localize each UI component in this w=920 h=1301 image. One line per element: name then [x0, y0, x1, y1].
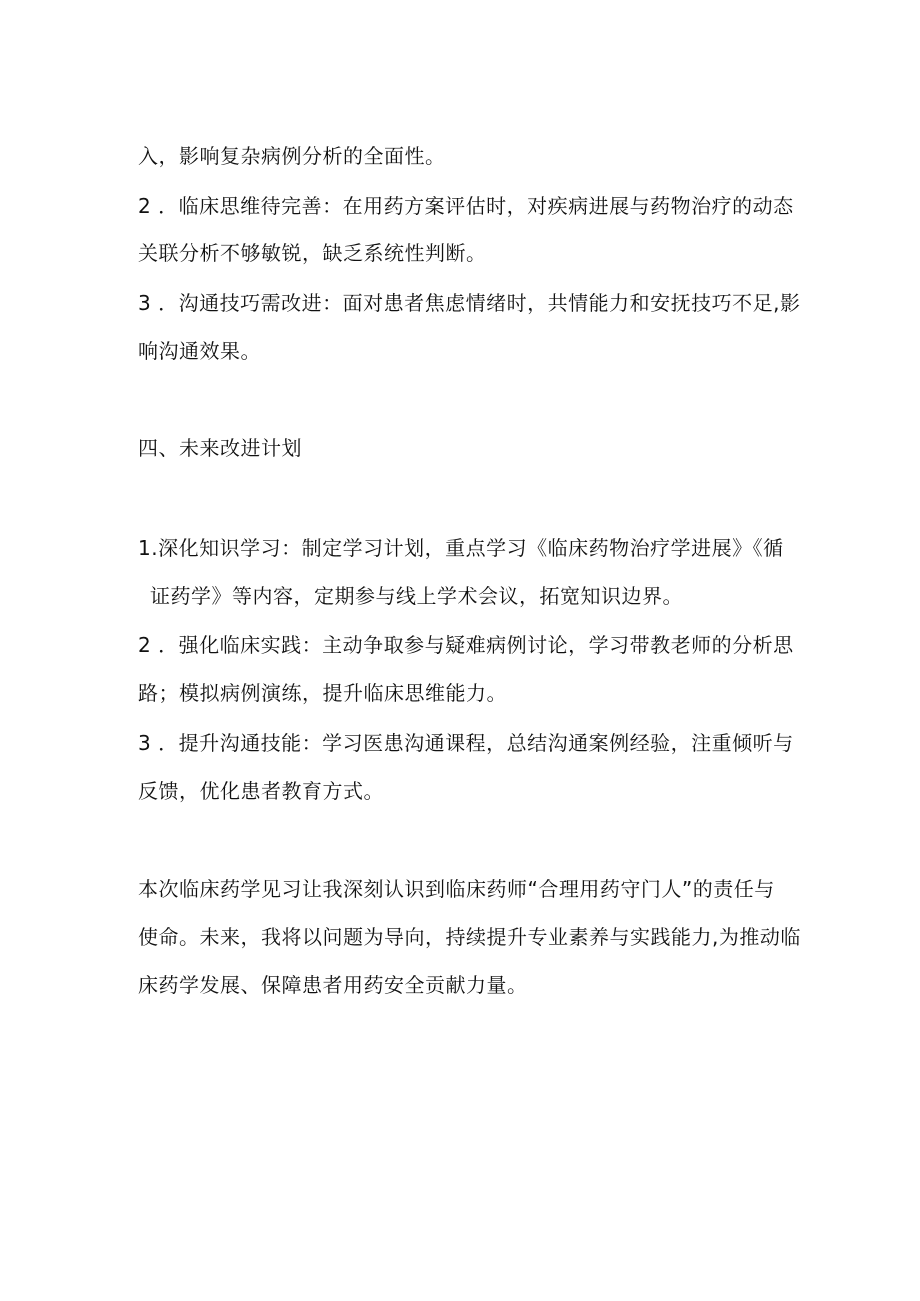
conclusion-line-1: 本次临床药学见习让我深刻认识到临床药师“合理用药守门人”的责任与	[138, 877, 775, 901]
list-item-3-line-2: 响沟通效果。	[138, 339, 261, 363]
list-item-3-line-1: 3 ．沟通技巧需改进：面对患者焦虑情绪时，共情能力和安抚技巧不足,影	[138, 291, 801, 315]
plan-item-1-line-1: 1.深化知识学习：制定学习计划，重点学习《临床药物治疗学进展》《循	[138, 536, 784, 560]
plan-item-3-line-1: 3 ．提升沟通技能：学习医患沟通课程，总结沟通案例经验，注重倾听与	[138, 731, 794, 755]
section-heading: 四、未来改进计划	[138, 436, 302, 460]
list-item-2-line-2: 关联分析不够敏锐，缺乏系统性判断。	[138, 241, 487, 265]
conclusion-line-3: 床药学发展、保障患者用药安全贡献力量。	[138, 973, 528, 997]
plan-item-3-line-2: 反馈，优化患者教育方式。	[138, 779, 384, 803]
paragraph-line: 入，影响复杂病例分析的全面性。	[138, 144, 446, 168]
plan-item-2-line-2: 路；模拟病例演练，提升临床思维能力。	[138, 681, 507, 705]
conclusion-line-2: 使命。未来，我将以问题为导向，持续提升专业素养与实践能力,为推动临	[138, 925, 801, 949]
plan-item-1-line-2: 证药学》等内容，定期参与线上学术会议，拓宽知识边界。	[150, 584, 683, 608]
list-item-2-line-1: 2 ．临床思维待完善：在用药方案评估时，对疾病进展与药物治疗的动态	[138, 194, 794, 218]
plan-item-2-line-1: 2 ．强化临床实践：主动争取参与疑难病例讨论，学习带教老师的分析思	[138, 633, 794, 657]
